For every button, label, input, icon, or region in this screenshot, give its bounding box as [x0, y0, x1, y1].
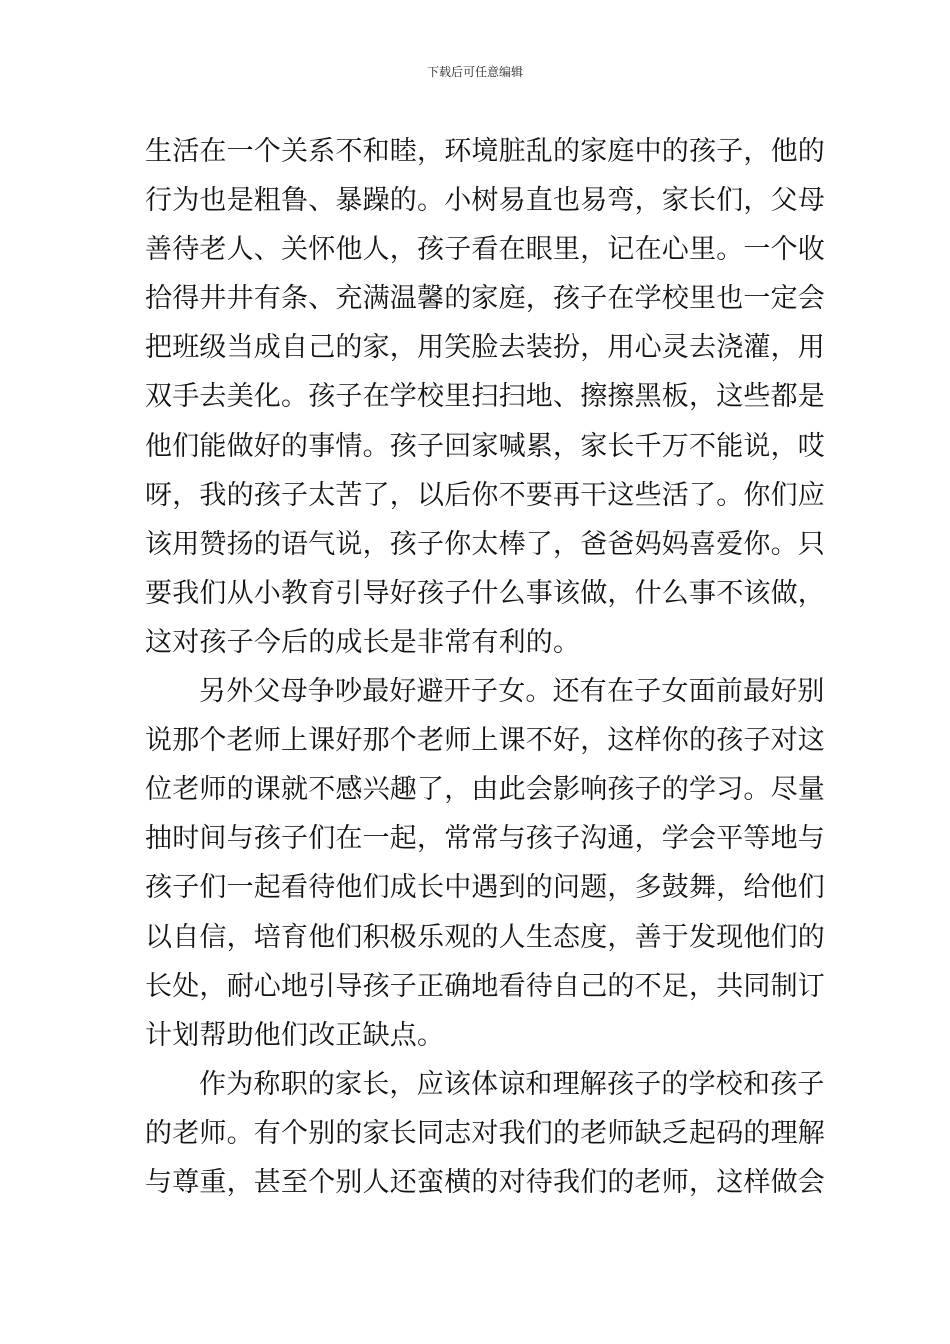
text-line: 拾得井井有条、充满温馨的家庭，孩子在学校里也一定会: [145, 283, 825, 315]
text-line: 双手去美化。孩子在学校里扫扫地、擦擦黑板，这些都是: [145, 381, 825, 413]
text-line: 生活在一个关系不和睦，环境脏乱的家庭中的孩子，他的: [145, 136, 825, 167]
text-line: 他们能做好的事情。孩子回家喊累，家长千万不能说，哎: [145, 430, 825, 462]
text-line: 把班级当成自己的家，用笑脸去装扮，用心灵去浇灌，用: [145, 332, 825, 364]
text-line: 该用赞扬的语气说，孩子你太棒了，爸爸妈妈喜爱你。只: [145, 528, 825, 560]
page-header: 下载后可任意编辑: [426, 65, 523, 79]
text-line: 作为称职的家长，应该体谅和理解孩子的学校和孩子: [199, 1068, 825, 1100]
body-text: [145, 127, 825, 1207]
text-line: 与尊重，甚至个别人还蛮横的对待我们的老师，这样做会: [145, 1166, 825, 1198]
text-line: 计划帮助他们改正缺点。: [145, 1019, 445, 1051]
text-line: 长处，耐心地引导孩子正确地看待自己的不足，共同制订: [145, 970, 825, 1002]
text-line: 说那个老师上课好那个老师上课不好，这样你的孩子对这: [145, 725, 825, 757]
text-line: 呀，我的孩子太苦了，以后你不要再干这些活了。你们应: [145, 479, 825, 511]
text-line: 抽时间与孩子们在一起，常常与孩子沟通，学会平等地与: [145, 823, 825, 855]
text-line: 的老师。有个别的家长同志对我们的老师缺乏起码的理解: [145, 1117, 825, 1149]
text-line: 这对孩子今后的成长是非常有利的。: [145, 626, 581, 658]
text-line: 以自信，培育他们积极乐观的人生态度，善于发现他们的: [145, 921, 825, 953]
text-line: 孩子们一起看待他们成长中遇到的问题，多鼓舞，给他们: [145, 872, 825, 904]
text-line: 善待老人、关怀他人，孩子看在眼里，记在心里。一个收: [145, 234, 825, 266]
text-line: 要我们从小教育引导好孩子什么事该做，什么事不该做，: [145, 577, 825, 609]
text-line: 另外父母争吵最好避开子女。还有在子女面前最好别: [199, 676, 825, 708]
text-line: 位老师的课就不感兴趣了，由此会影响孩子的学习。尽量: [145, 774, 825, 806]
text-line: 行为也是粗鲁、暴躁的。小树易直也易弯，家长们，父母: [145, 185, 825, 217]
